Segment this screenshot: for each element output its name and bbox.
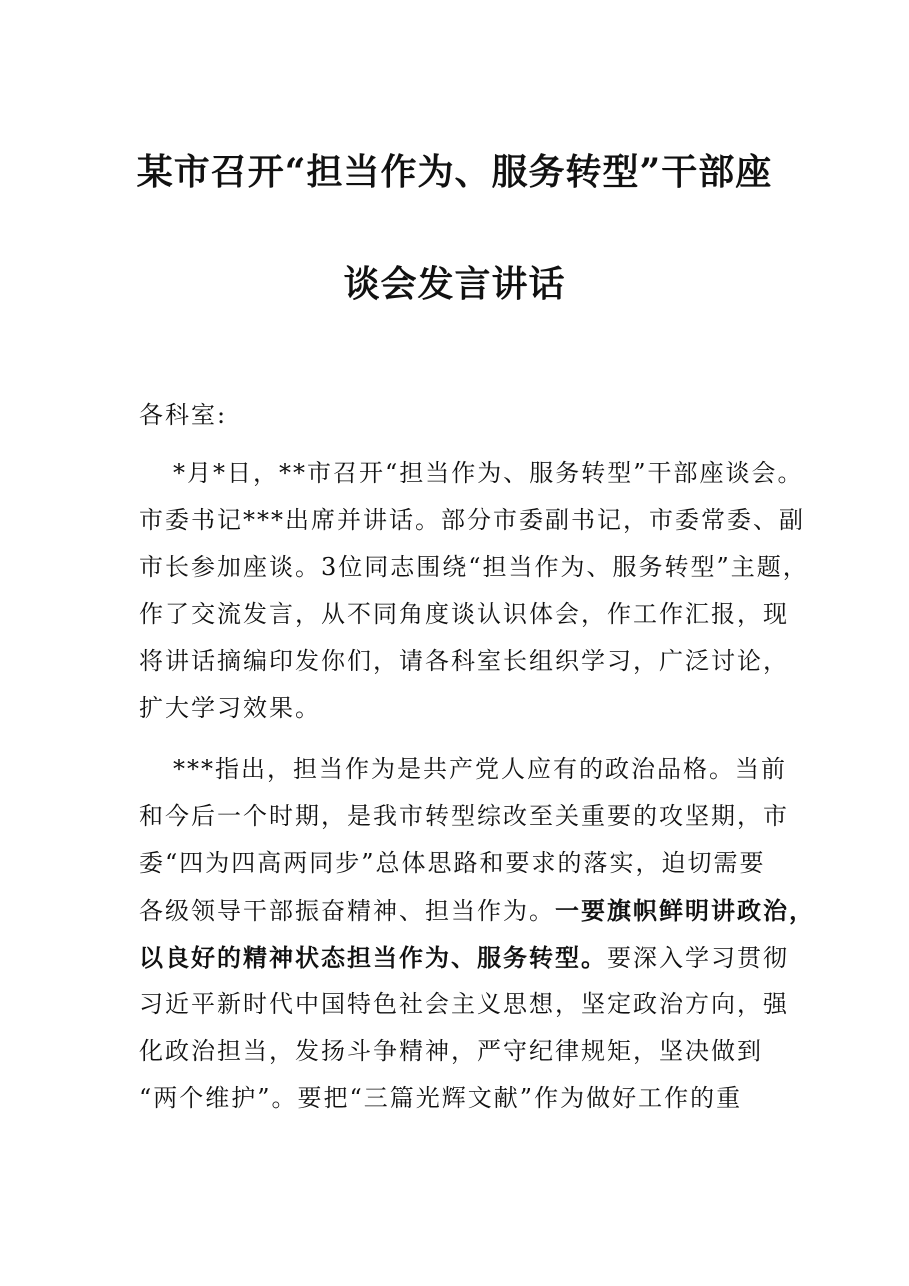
paragraph-2-line xyxy=(139,887,815,934)
paragraph-1-line: 作了交流发言，从不同角度谈认识体会，作工作汇报，现 xyxy=(139,600,789,628)
paragraph-2 xyxy=(139,746,815,1122)
document-title-line-1: 某市召开“担当作为、服务转型”干部座 xyxy=(136,151,773,193)
paragraph-1 xyxy=(139,450,809,732)
paragraph-1-line: 市长参加座谈。3位同志围绕“担当作为、服务转型”主题， xyxy=(139,553,809,581)
paragraph-2-text: 要深入学习贯彻 xyxy=(607,944,789,972)
salutation: 各科室: xyxy=(139,401,228,429)
paragraph-2-line xyxy=(139,934,789,981)
paragraph-1-line: 将讲话摘编印发你们，请各科室长组织学习，广泛讨论， xyxy=(139,647,789,675)
paragraph-2-line: 化政治担当，发扬斗争精神，严守纪律规矩，坚决做到 xyxy=(139,1037,763,1065)
paragraph-2-emphasis: 以良好的精神状态担当作为、服务转型。 xyxy=(139,943,607,972)
paragraph-2-line: 委“四为四高两同步”总体思路和要求的落实，迫切需要 xyxy=(139,849,766,877)
paragraph-1-line: 市委书记***出席并讲话。部分市委副书记，市委常委、副 xyxy=(139,506,805,534)
document-title-line-2: 谈会发言讲话 xyxy=(343,263,566,305)
paragraph-1-line: 扩大学习效果。 xyxy=(139,694,321,722)
paragraph-2-line: ***指出，担当作为是共产党人应有的政治品格。当前 xyxy=(173,755,787,783)
paragraph-2-line: 习近平新时代中国特色社会主义思想，坚定政治方向，强 xyxy=(139,990,789,1018)
paragraph-2-text: 各级领导干部振奋精神、担当作为。 xyxy=(139,897,555,925)
paragraph-2-line: 和今后一个时期，是我市转型综改至关重要的攻坚期，市 xyxy=(139,802,789,830)
paragraph-2-line: “两个维护”。要把“三篇光辉文献”作为做好工作的重 xyxy=(139,1084,743,1112)
paragraph-1-line: *月*日，**市召开“担当作为、服务转型”干部座谈会。 xyxy=(173,459,804,487)
paragraph-2-emphasis: 一要旗帜鲜明讲政治， xyxy=(555,896,815,925)
